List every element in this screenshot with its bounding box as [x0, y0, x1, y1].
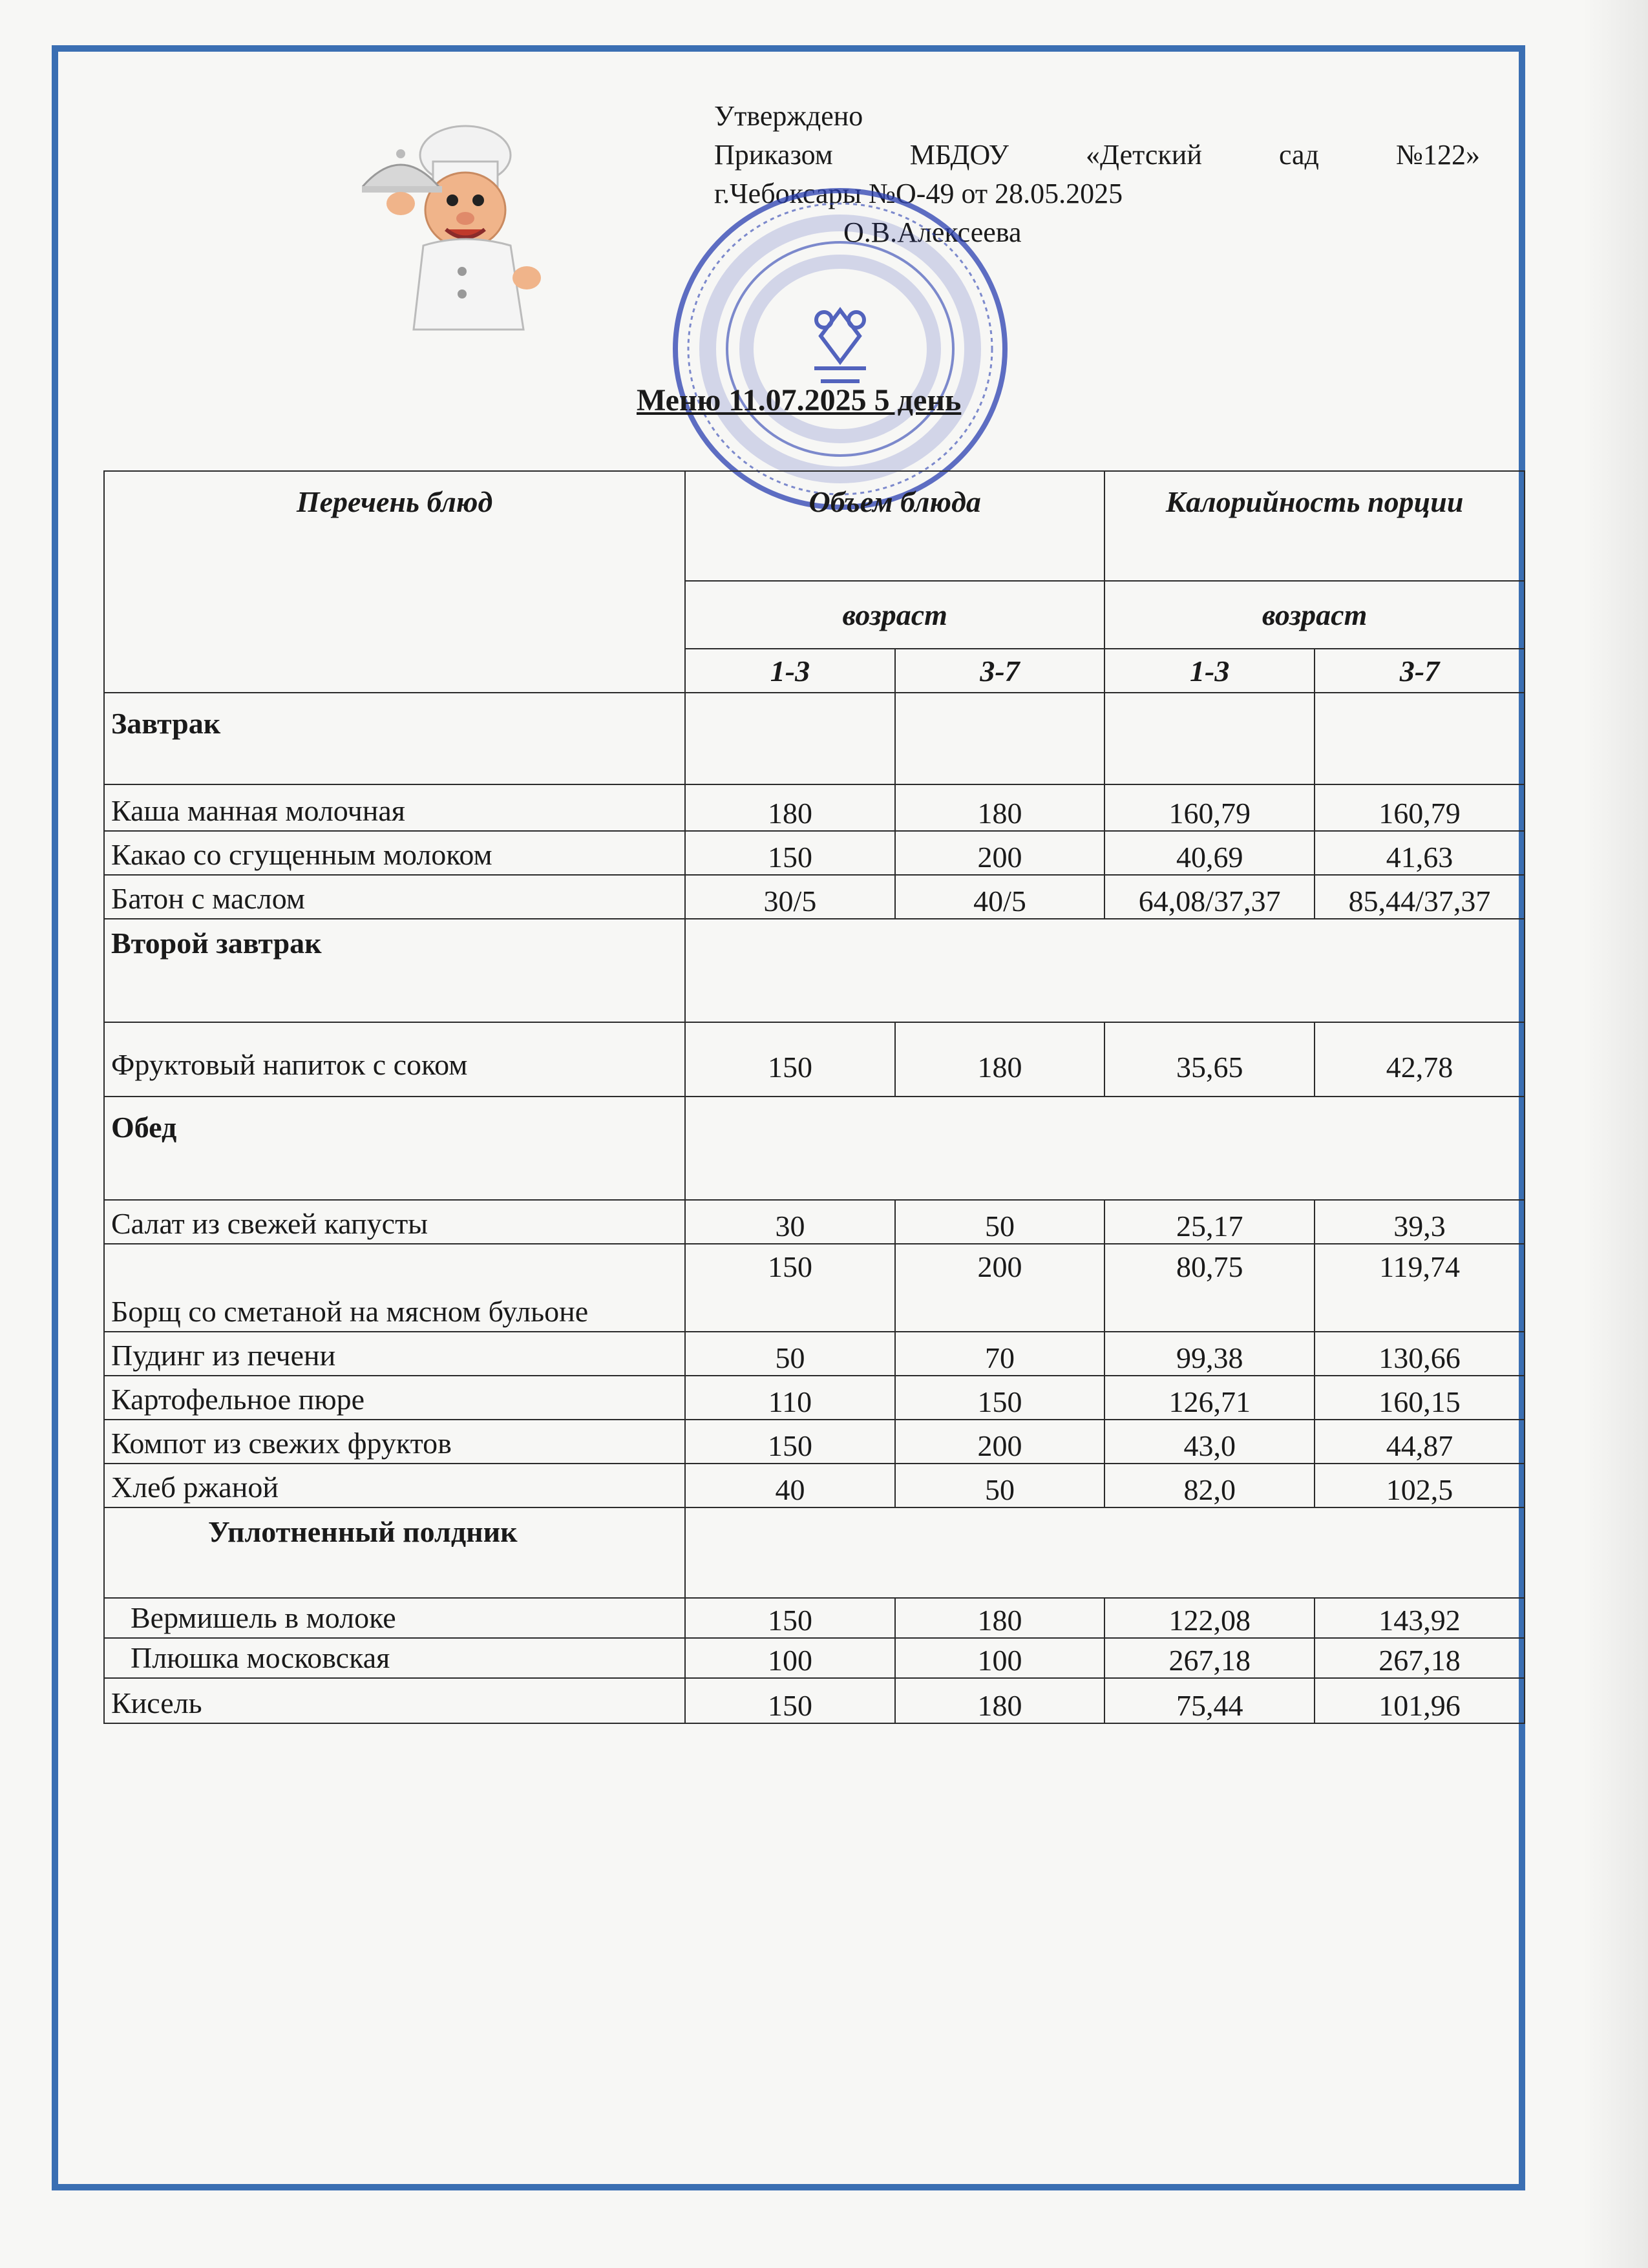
approval-word: «Детский — [1086, 139, 1202, 171]
volume-3-7: 50 — [895, 1464, 1105, 1507]
table-row — [104, 1638, 1525, 1678]
header-volume: Объем блюда — [685, 471, 1104, 581]
section-row — [104, 1507, 1525, 1598]
dish-name: Фруктовый напиток с соком — [104, 1022, 685, 1097]
approval-word: Приказом — [714, 139, 833, 171]
calories-3-7: 119,74 — [1315, 1244, 1525, 1332]
table-row — [104, 784, 1525, 831]
calories-1-3: 35,65 — [1104, 1022, 1315, 1097]
volume-3-7: 200 — [895, 831, 1105, 875]
section-title-lunch: Обед — [104, 1097, 685, 1200]
calories-3-7: 42,78 — [1315, 1022, 1525, 1097]
dish-name: Плюшка московская — [104, 1638, 685, 1678]
header-calories: Калорийность порции — [1104, 471, 1525, 581]
dish-name: Хлеб ржаной — [104, 1464, 685, 1507]
official-seal — [666, 181, 1015, 517]
volume-1-3: 110 — [685, 1376, 895, 1420]
dish-name: Салат из свежей капусты — [104, 1200, 685, 1244]
table-row — [104, 1420, 1525, 1464]
calories-3-7: 143,92 — [1315, 1598, 1525, 1638]
calories-3-7: 85,44/37,37 — [1315, 875, 1525, 919]
calories-1-3: 80,75 — [1104, 1244, 1315, 1332]
approval-signature: О.В.Алексеева — [843, 216, 1022, 248]
calories-3-7: 267,18 — [1315, 1638, 1525, 1678]
header-age: возраст — [685, 581, 1104, 649]
page-edge-shadow — [1583, 0, 1648, 2268]
calories-1-3: 122,08 — [1104, 1598, 1315, 1638]
section-row — [104, 693, 1525, 784]
dish-name: Вермишель в молоке — [104, 1598, 685, 1638]
calories-3-7: 102,5 — [1315, 1464, 1525, 1507]
calories-1-3: 126,71 — [1104, 1376, 1315, 1420]
volume-3-7: 180 — [895, 1598, 1105, 1638]
volume-3-7: 100 — [895, 1638, 1105, 1678]
volume-1-3: 150 — [685, 831, 895, 875]
section-title-breakfast: Завтрак — [104, 693, 685, 784]
calories-3-7: 160,79 — [1315, 784, 1525, 831]
volume-3-7: 180 — [895, 784, 1105, 831]
volume-3-7: 150 — [895, 1376, 1105, 1420]
calories-1-3: 40,69 — [1104, 831, 1315, 875]
header-age-3-7: 3-7 — [895, 649, 1105, 693]
header-dish-list: Перечень блюд — [104, 471, 685, 693]
table-row — [104, 1244, 1525, 1332]
calories-3-7: 101,96 — [1315, 1678, 1525, 1723]
volume-1-3: 100 — [685, 1638, 895, 1678]
header-age-3-7: 3-7 — [1315, 649, 1525, 693]
calories-3-7: 39,3 — [1315, 1200, 1525, 1244]
dish-name: Каша манная молочная — [104, 784, 685, 831]
calories-1-3: 43,0 — [1104, 1420, 1315, 1464]
table-row — [104, 1332, 1525, 1376]
table-row — [104, 1598, 1525, 1638]
dish-name: Борщ со сметаной на мясном бульоне — [104, 1244, 685, 1332]
volume-1-3: 150 — [685, 1678, 895, 1723]
volume-1-3: 150 — [685, 1598, 895, 1638]
section-title-second-breakfast: Второй завтрак — [104, 919, 685, 1022]
menu-table — [103, 470, 1525, 1724]
section-row — [104, 919, 1525, 1022]
volume-3-7: 50 — [895, 1200, 1105, 1244]
volume-3-7: 180 — [895, 1022, 1105, 1097]
calories-3-7: 41,63 — [1315, 831, 1525, 875]
header-row — [104, 471, 1525, 581]
dish-name: Компот из свежих фруктов — [104, 1420, 685, 1464]
volume-1-3: 30/5 — [685, 875, 895, 919]
header-age: возраст — [1104, 581, 1525, 649]
approval-line-1: Утверждено — [714, 100, 863, 132]
approval-word: МБДОУ — [909, 139, 1009, 171]
calories-1-3: 75,44 — [1104, 1678, 1315, 1723]
dish-name: Кисель — [104, 1678, 685, 1723]
calories-1-3: 25,17 — [1104, 1200, 1315, 1244]
table-row — [104, 1376, 1525, 1420]
table-row — [104, 1678, 1525, 1723]
approval-line-3: г.Чебоксары №О-49 от 28.05.2025 — [714, 178, 1123, 209]
volume-3-7: 200 — [895, 1420, 1105, 1464]
volume-1-3: 50 — [685, 1332, 895, 1376]
approval-word: №122» — [1395, 139, 1480, 171]
calories-1-3: 160,79 — [1104, 784, 1315, 831]
header-age-1-3: 1-3 — [685, 649, 895, 693]
dish-name: Пудинг из печени — [104, 1332, 685, 1376]
calories-1-3: 64,08/37,37 — [1104, 875, 1315, 919]
section-row — [104, 1097, 1525, 1200]
calories-1-3: 99,38 — [1104, 1332, 1315, 1376]
table-row — [104, 875, 1525, 919]
calories-3-7: 130,66 — [1315, 1332, 1525, 1376]
table-row — [104, 1464, 1525, 1507]
volume-1-3: 40 — [685, 1464, 895, 1507]
section-title-afternoon-snack: Уплотненный полдник — [104, 1507, 685, 1598]
volume-1-3: 150 — [685, 1244, 895, 1332]
dish-name: Картофельное пюре — [104, 1376, 685, 1420]
calories-1-3: 267,18 — [1104, 1638, 1315, 1678]
volume-3-7: 40/5 — [895, 875, 1105, 919]
calories-1-3: 82,0 — [1104, 1464, 1315, 1507]
volume-3-7: 200 — [895, 1244, 1105, 1332]
table-row — [104, 831, 1525, 875]
volume-3-7: 180 — [895, 1678, 1105, 1723]
approval-line-2 — [714, 136, 1480, 174]
calories-3-7: 44,87 — [1315, 1420, 1525, 1464]
table-row — [104, 1022, 1525, 1097]
calories-3-7: 160,15 — [1315, 1376, 1525, 1420]
volume-3-7: 70 — [895, 1332, 1105, 1376]
header-age-1-3: 1-3 — [1104, 649, 1315, 693]
dish-name: Какао со сгущенным молоком — [104, 831, 685, 875]
chef-illustration — [362, 116, 575, 336]
menu-title: Меню 11.07.2025 5 день — [637, 383, 962, 417]
volume-1-3: 180 — [685, 784, 895, 831]
table-row — [104, 1200, 1525, 1244]
volume-1-3: 30 — [685, 1200, 895, 1244]
dish-name: Батон с маслом — [104, 875, 685, 919]
volume-1-3: 150 — [685, 1022, 895, 1097]
approval-word: сад — [1278, 139, 1319, 171]
volume-1-3: 150 — [685, 1420, 895, 1464]
